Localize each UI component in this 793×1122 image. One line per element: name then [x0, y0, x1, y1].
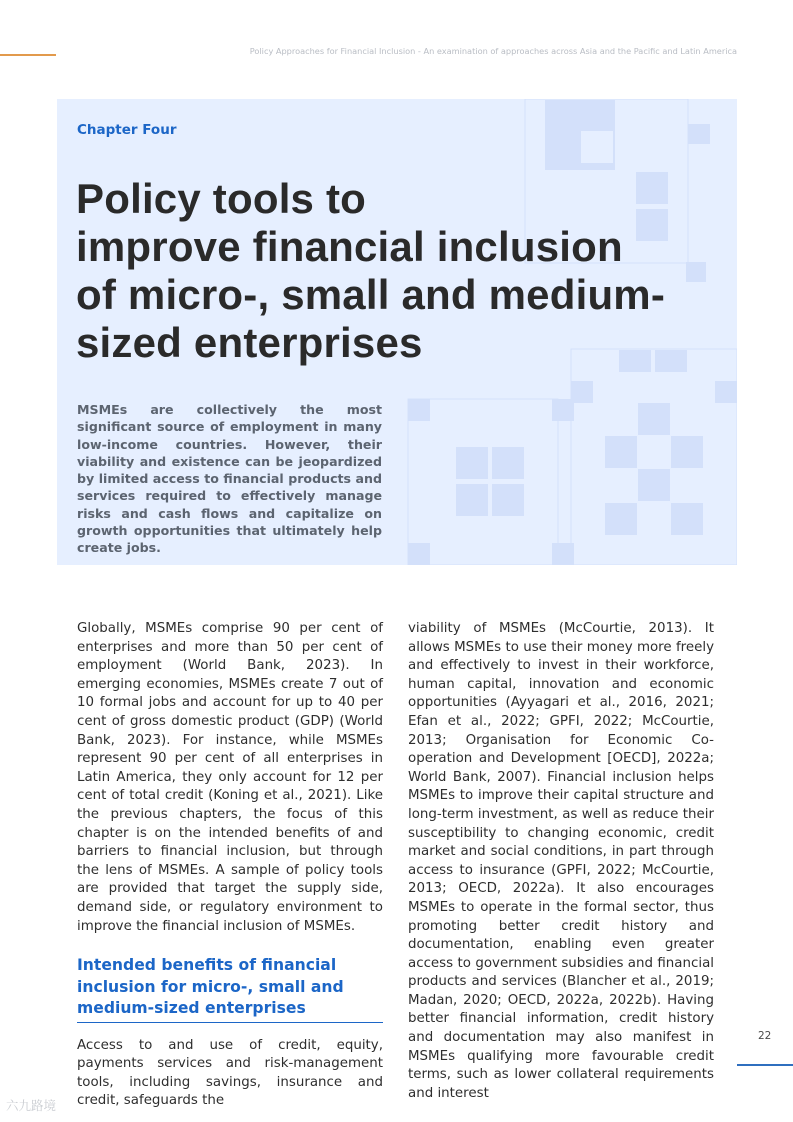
top-accent-rule — [0, 54, 56, 56]
watermark: 六九路境 — [6, 1098, 57, 1113]
chapter-title-line: of micro-, small and medium- — [76, 271, 666, 318]
chapter-label: Chapter Four — [77, 122, 177, 138]
chapter-title-line: improve financial inclusion — [76, 223, 623, 270]
chapter-intro: MSMEs are collectively the most significant source of employment in many low-income countries. However, their viability and existence can be jeopardized by limited access to financial products and services required to effectively manage risks and cash flows and capitalize on growth opportunities that ultimately help create jobs. — [77, 402, 382, 556]
body-paragraph: Access to and use of credit, equity, payments services and risk-management tools, including savings, insurance and credit, safeguards the — [77, 1037, 383, 1109]
running-header: Policy Approaches for Financial Inclusion - An examination of approaches across Asia and the Pacific and Latin America — [249, 46, 737, 56]
chapter-title-line: Policy tools to — [76, 175, 367, 222]
chapter-title-line: sized enterprises — [76, 319, 423, 366]
chapter-hero — [57, 99, 737, 565]
page-number-rule — [737, 1064, 793, 1066]
body-paragraph: viability of MSMEs (McCourtie, 2013). It allows MSMEs to use their money more freely and effectively to invest in their workforce, human capital, innovation and economic opportunities (Ayyagari et al., 2016, 2021; Efan et al., 2022; GPFI, 2022; McCourtie, 2013; Organisation for Economic Co-operation and Development [OECD], 2022a; World Bank, 2007). Financial inclusion helps MSMEs to improve their capital structure and long-term investment, as well as reduce their susceptibility to changing economic, credit market and social conditions, in part through access to insurance (GPFI, 2022; McCourtie, 2013; OECD, 2022a). It also encourages MSMEs to operate in the formal sector, thus promoting better credit history and documentation, enabling even greater access to government subsidies and financial products and services (Blancher et al., 2019; Madan, 2020; OECD, 2022a, 2022b). Having better financial information, credit history and documentation may also manifest in MSMEs qualifying more favourable credit terms, such as lower collateral requirements and interest — [408, 621, 714, 1101]
body-column-left — [77, 620, 383, 1111]
chapter-title — [76, 175, 726, 367]
section-heading: Intended benefits of financial inclusion for micro-, small and medium-sized enterprises — [77, 955, 383, 1023]
body-column-right — [408, 620, 714, 1103]
page-number: 22 — [758, 1030, 772, 1042]
body-paragraph: Globally, MSMEs comprise 90 per cent of enterprises and more than 50 per cent of employment (World Bank, 2023). In emerging economies, MSMEs create 7 out of 10 formal jobs and account for up to 40 per cent of gross domestic product (GDP) (World Bank, 2023). For instance, while MSMEs represent 90 per cent of all enterprises in Latin America, they only account for 12 per cent of total credit (Koning et al., 2021). Like the previous chapters, the focus of this chapter is on the intended benefits of and barriers to financial inclusion, but through the lens of MSMEs. A sample of policy tools are provided that target the supply side, demand side, or regulatory environment to improve the financial inclusion of MSMEs. — [77, 621, 383, 934]
